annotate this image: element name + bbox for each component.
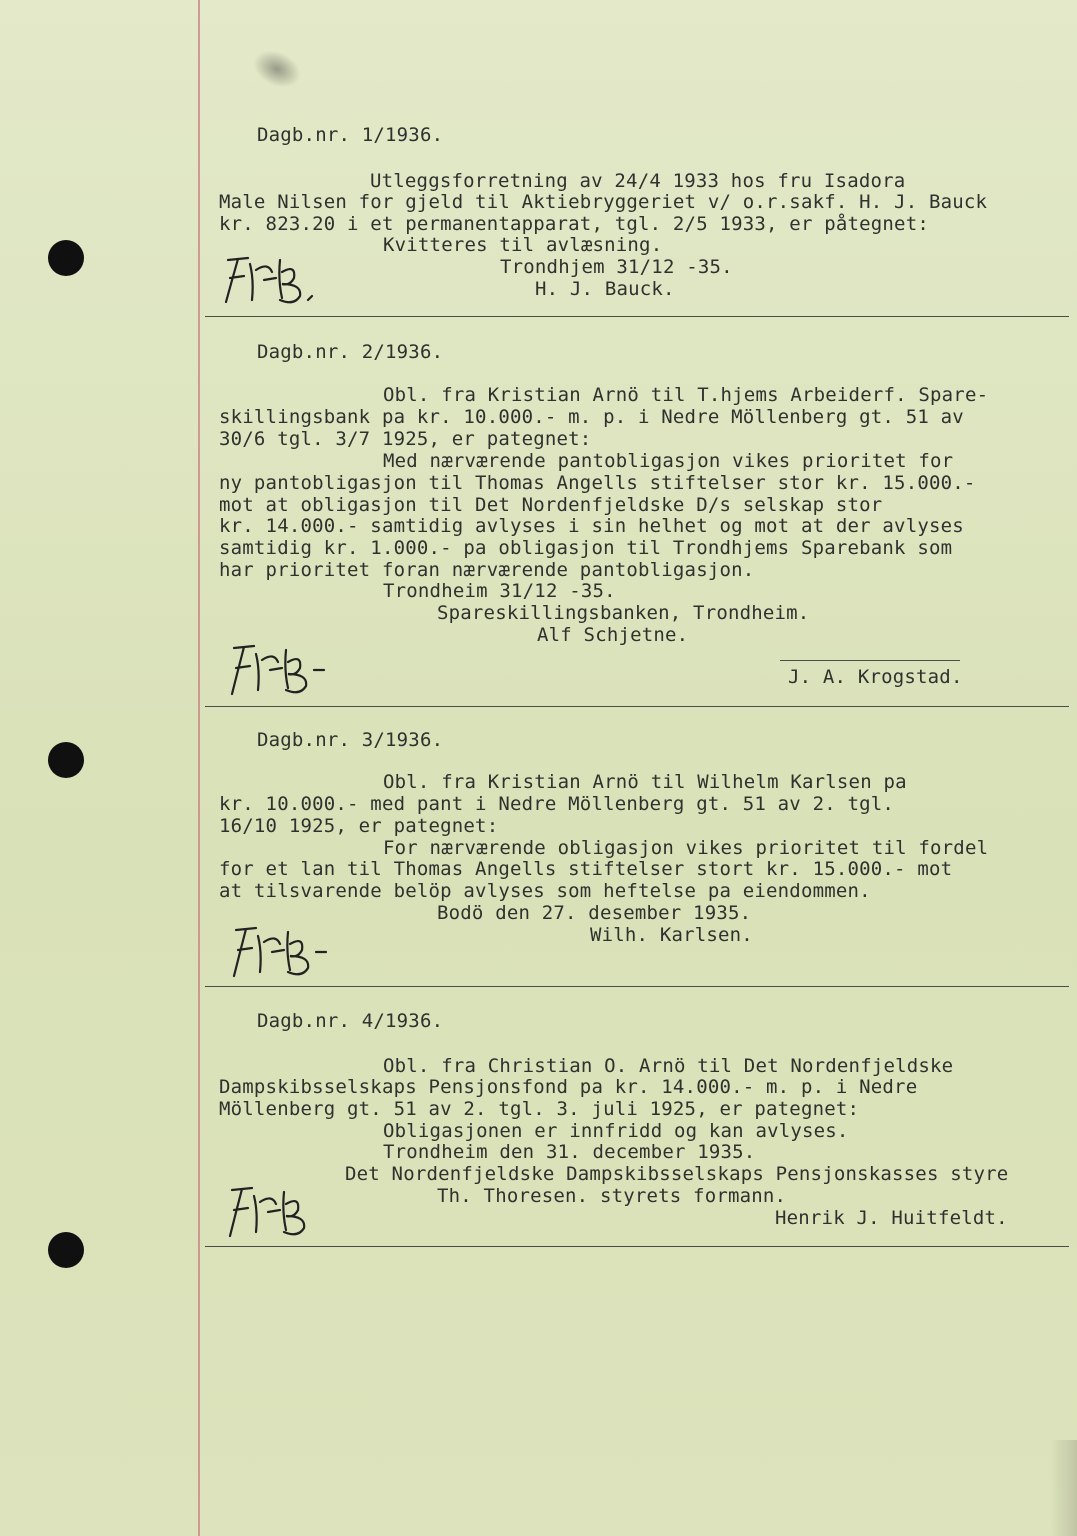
handwritten-initials xyxy=(220,1180,330,1246)
entry-text-line: For nærværende obligasjon vikes prioritet til fordel xyxy=(383,837,989,859)
entry-text-line: kr. 10.000.- med pant i Nedre Möllenberg gt. 51 av 2. tgl. xyxy=(219,793,895,815)
entry-text-line: Möllenberg gt. 51 av 2. tgl. 3. juli 1925, er pategnet: xyxy=(219,1098,860,1120)
entry-text-line: kr. 14.000.- samtidig avlyses i sin helhet og mot at der avlyses xyxy=(219,515,964,537)
handwritten-initials xyxy=(220,250,330,310)
margin-rule xyxy=(198,0,200,1536)
entry-text-line: Obl. fra Christian O. Arnö til Det Nordenfjeldske xyxy=(383,1055,954,1077)
entry-text-line: 16/10 1925, er pategnet: xyxy=(219,815,499,837)
entry-text-line: Obl. fra Kristian Arnö til T.hjems Arbeiderf. Spare- xyxy=(383,384,989,406)
entry-text-line: Det Nordenfjeldske Dampskibsselskaps Pensjonskasses styre xyxy=(345,1163,1009,1185)
entry-signature-name: Alf Schjetne. xyxy=(537,624,689,646)
entry-text-line: Bodö den 27. desember 1935. xyxy=(437,902,752,924)
entry-text-line: Trondheim 31/12 -35. xyxy=(383,580,616,602)
entry-divider xyxy=(205,706,1069,707)
entry-text-line: Trondheim den 31. december 1935. xyxy=(383,1141,756,1163)
entry-text-line: Kvitteres til avlæsning. xyxy=(383,234,663,256)
entry-signature-name: Wilh. Karlsen. xyxy=(590,924,753,946)
entry-heading: Dagb.nr. 3/1936. xyxy=(257,729,444,751)
entry-heading: Dagb.nr. 4/1936. xyxy=(257,1010,444,1032)
entry-heading: Dagb.nr. 1/1936. xyxy=(257,124,444,146)
entry-text-line: at tilsvarende belöp avlyses som heftelse pa eiendommen. xyxy=(219,880,871,902)
page-edge-shadow xyxy=(1050,1440,1077,1536)
entry-text-line: Th. Thoresen. styrets formann. xyxy=(437,1185,787,1207)
entry-text-line: Spareskillingsbanken, Trondheim. xyxy=(437,602,810,624)
entry-text-line: Male Nilsen for gjeld til Aktiebryggeriet v/ o.r.sakf. H. J. Bauck xyxy=(219,191,988,213)
entry-text-line: Med nærværende pantobligasjon vikes prioritet for xyxy=(383,450,954,472)
entry-signature-name: J. A. Krogstad. xyxy=(788,666,963,688)
entry-signature-name: H. J. Bauck. xyxy=(535,278,675,300)
entry-text-line: Obl. fra Kristian Arnö til Wilhelm Karlsen pa xyxy=(383,771,907,793)
handwritten-initials xyxy=(220,918,330,984)
signature-line xyxy=(780,660,960,661)
entry-text-line: skillingsbank pa kr. 10.000.- m. p. i Nedre Möllenberg gt. 51 av xyxy=(219,406,964,428)
entry-signature-name: Henrik J. Huitfeldt. xyxy=(775,1207,1008,1229)
entry-text-line: 30/6 tgl. 3/7 1925, er pategnet: xyxy=(219,428,592,450)
entry-text-line: har prioritet foran nærværende pantobligasjon. xyxy=(219,559,755,581)
handwritten-initials xyxy=(220,640,330,700)
punch-hole xyxy=(48,240,84,276)
ink-smudge xyxy=(247,43,307,95)
entry-divider xyxy=(205,986,1069,987)
entry-text-line: Obligasjonen er innfridd og kan avlyses. xyxy=(383,1120,849,1142)
entry-heading: Dagb.nr. 2/1936. xyxy=(257,341,444,363)
entry-divider xyxy=(205,316,1069,317)
entry-text-line: mot at obligasjon til Det Nordenfjeldske D/s selskap stor xyxy=(219,494,883,516)
entry-text-line: for et lan til Thomas Angells stiftelser stort kr. 15.000.- mot xyxy=(219,858,953,880)
entry-divider xyxy=(205,1246,1069,1247)
punch-hole xyxy=(48,742,84,778)
entry-text-line: Utleggsforretning av 24/4 1933 hos fru Isadora xyxy=(370,170,906,192)
entry-text-line: kr. 823.20 i et permanentapparat, tgl. 2/5 1933, er påtegnet: xyxy=(219,213,929,235)
entry-text-line: ny pantobligasjon til Thomas Angells stiftelser stor kr. 15.000.- xyxy=(219,472,976,494)
entry-text-line: Dampskibsselskaps Pensjonsfond pa kr. 14.000.- m. p. i Nedre xyxy=(219,1076,918,1098)
punch-hole xyxy=(48,1232,84,1268)
entry-text-line: Trondhjem 31/12 -35. xyxy=(500,256,733,278)
entry-text-line: samtidig kr. 1.000.- pa obligasjon til Trondhjems Sparebank som xyxy=(219,537,953,559)
